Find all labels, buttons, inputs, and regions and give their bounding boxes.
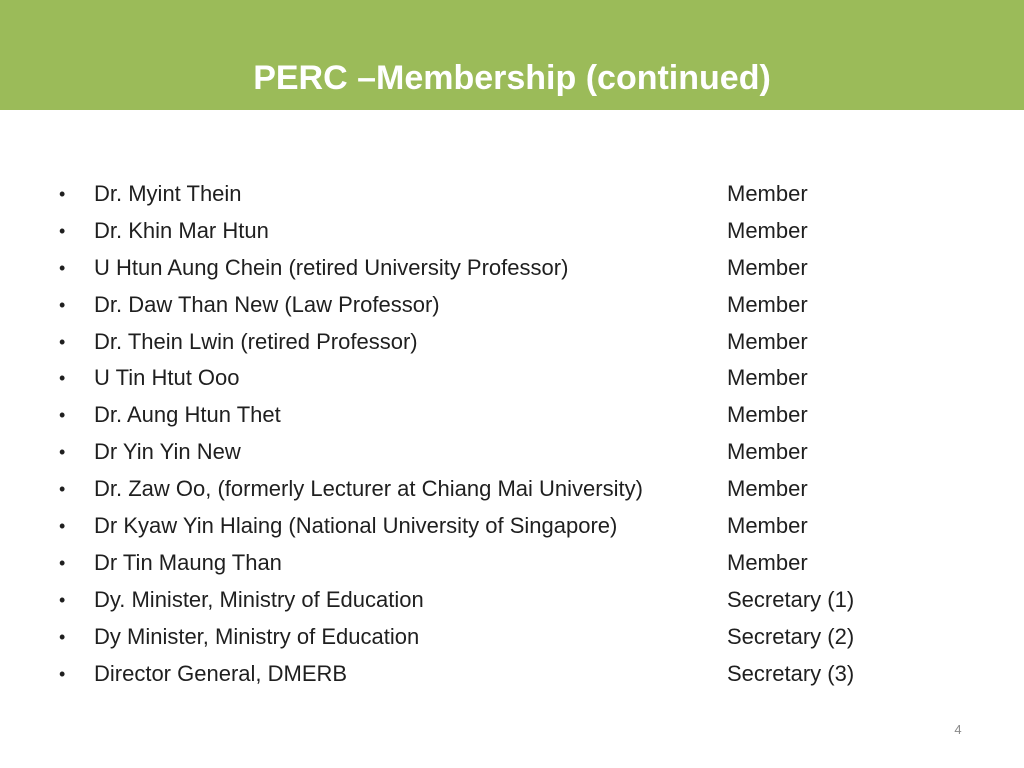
list-item xyxy=(0,471,1024,508)
member-name: Dr. Aung Htun Thet xyxy=(94,402,281,428)
member-name: Dr. Zaw Oo, (formerly Lecturer at Chiang Mai University) xyxy=(94,476,643,502)
member-name: Dy Minister, Ministry of Education xyxy=(94,623,420,649)
member-role: Secretary (3) xyxy=(727,660,855,686)
member-role: Secretary (2) xyxy=(727,623,855,649)
bullet-icon: • xyxy=(59,184,66,204)
member-name: Dr Yin Yin New xyxy=(94,439,241,465)
list-item xyxy=(0,397,1024,434)
list-item xyxy=(0,213,1024,250)
list-item xyxy=(0,324,1024,361)
member-name: Dr. Daw Than New (Law Professor) xyxy=(94,291,440,317)
bullet-icon: • xyxy=(59,368,66,389)
member-name: Dr. Thein Lwin (retired Professor) xyxy=(94,328,418,354)
member-name: Dy. Minister, Ministry of Education xyxy=(94,586,424,612)
bullet-icon: • xyxy=(59,294,66,315)
member-name: Dr. Myint Thein xyxy=(94,181,242,206)
member-role: Member xyxy=(727,291,808,317)
member-name: U Tin Htut Ooo xyxy=(94,365,240,391)
list-item xyxy=(0,545,1024,582)
member-role: Member xyxy=(727,254,808,280)
list-item xyxy=(0,656,1024,693)
list-item xyxy=(0,582,1024,619)
member-role: Member xyxy=(727,402,808,428)
list-item xyxy=(0,619,1024,656)
member-role: Member xyxy=(727,217,808,243)
bullet-icon: • xyxy=(59,331,66,352)
list-item xyxy=(0,434,1024,471)
bullet-icon: • xyxy=(59,479,66,500)
bullet-icon: • xyxy=(59,589,66,610)
member-role: Member xyxy=(727,476,808,502)
list-item xyxy=(0,360,1024,397)
bullet-icon: • xyxy=(59,405,66,426)
bullet-icon: • xyxy=(59,663,66,684)
member-role: Member xyxy=(727,439,808,465)
page-number: 4 xyxy=(954,722,962,737)
member-name: Dr. Khin Mar Htun xyxy=(94,217,269,243)
bullet-icon: • xyxy=(59,516,66,537)
bullet-icon: • xyxy=(59,220,66,241)
membership-list xyxy=(0,176,1024,692)
member-role: Member xyxy=(727,549,808,575)
member-name: U Htun Aung Chein (retired University Professor) xyxy=(94,254,569,280)
member-name: Dr Tin Maung Than xyxy=(94,549,282,575)
list-item xyxy=(0,176,1024,213)
bullet-icon: • xyxy=(59,442,66,463)
slide-title: PERC –Membership (continued) xyxy=(253,59,771,97)
bullet-icon: • xyxy=(59,257,66,278)
member-name: Dr Kyaw Yin Hlaing (National University of Singapore) xyxy=(94,513,618,539)
list-item xyxy=(0,508,1024,545)
bullet-icon: • xyxy=(59,552,66,573)
member-name: Director General, DMERB xyxy=(94,660,348,686)
list-item xyxy=(0,250,1024,287)
member-role: Secretary (1) xyxy=(727,586,855,612)
bullet-icon: • xyxy=(59,626,66,647)
title-banner xyxy=(0,0,1024,110)
member-role: Member xyxy=(727,181,808,206)
member-role: Member xyxy=(727,365,808,391)
list-item xyxy=(0,287,1024,324)
member-role: Member xyxy=(727,513,808,539)
member-role: Member xyxy=(727,328,808,354)
